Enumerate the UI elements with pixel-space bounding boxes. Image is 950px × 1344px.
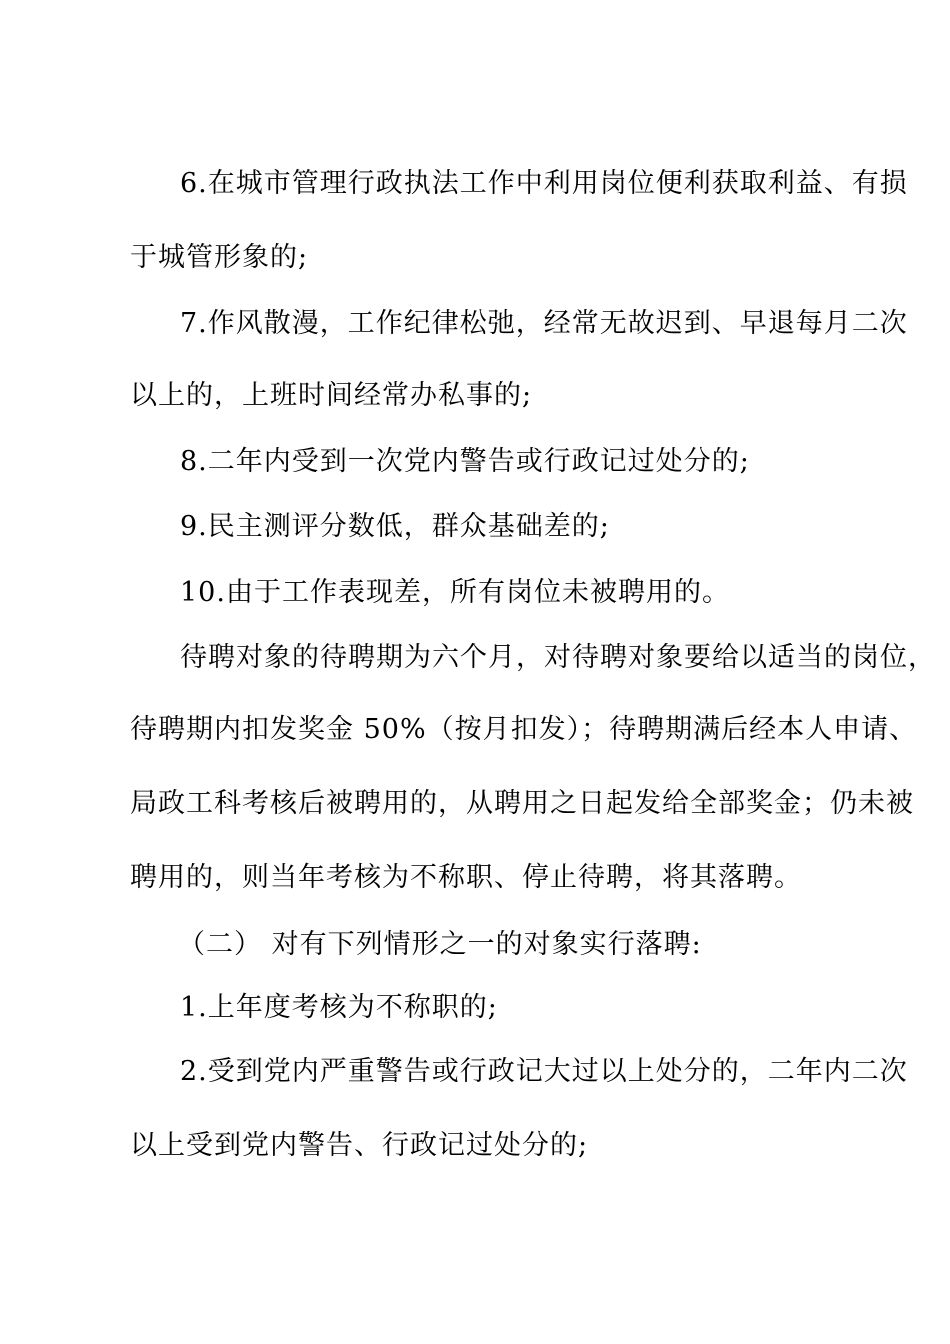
paragraph-line-4: 聘用的，则当年考核为不称职、停止待聘，将其落聘。 xyxy=(130,862,802,893)
section-heading-2: （二） 对有下列情形之一的对象实行落聘: xyxy=(178,929,702,960)
paragraph-line-1: 待聘对象的待聘期为六个月，对待聘对象要给以适当的岗位， xyxy=(180,642,936,673)
item-7-line-2: 以上的，上班时间经常办私事的; xyxy=(130,380,533,411)
item-7-line-1: 7.作风散漫，工作纪律松弛，经常无故迟到、早退每月二次 xyxy=(180,308,908,339)
item-6-line-2: 于城管形象的; xyxy=(130,242,309,273)
sub-item-2-line-2: 以上受到党内警告、行政记过处分的; xyxy=(130,1130,589,1161)
paragraph-line-3: 局政工科考核后被聘用的，从聘用之日起发给全部奖金；仍未被 xyxy=(130,788,914,819)
item-10: 10.由于工作表现差，所有岗位未被聘用的。 xyxy=(180,577,730,608)
item-8: 8.二年内受到一次党内警告或行政记过处分的; xyxy=(180,446,750,477)
sub-item-2-line-1: 2.受到党内严重警告或行政记大过以上处分的，二年内二次 xyxy=(180,1056,908,1087)
sub-item-1: 1.上年度考核为不称职的; xyxy=(180,992,498,1023)
item-6-line-1: 6.在城市管理行政执法工作中利用岗位便利获取利益、有损 xyxy=(180,168,908,199)
paragraph-line-2: 待聘期内扣发奖金 50%（按月扣发）；待聘期满后经本人申请、 xyxy=(130,714,918,745)
item-9: 9.民主测评分数低，群众基础差的; xyxy=(180,511,610,542)
